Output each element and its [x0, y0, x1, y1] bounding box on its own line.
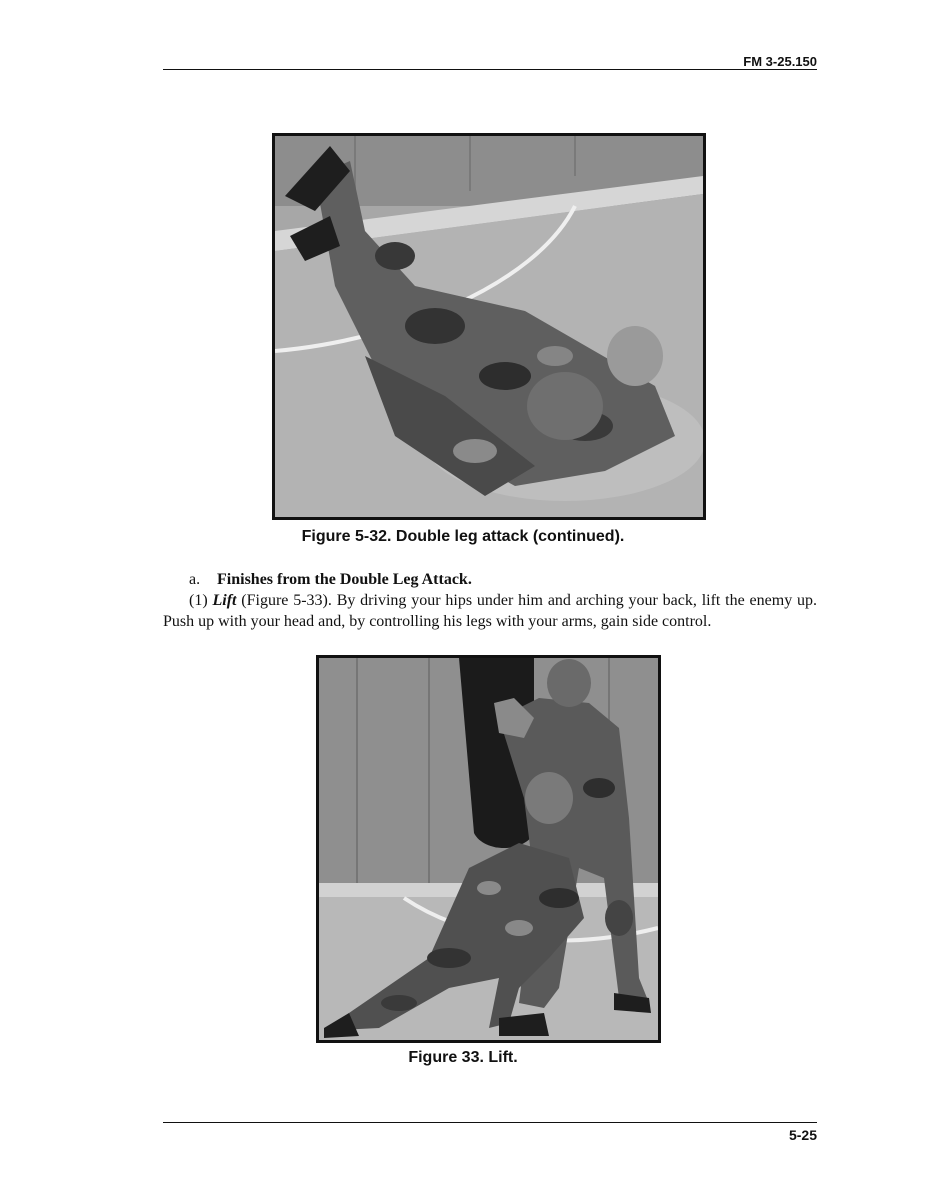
- figure-5-32-photo: [272, 133, 706, 520]
- figure-5-32-caption: Figure 5-32. Double leg attack (continued).: [301, 528, 625, 545]
- paragraph-lift: [163, 590, 817, 632]
- figure-33-caption: Figure 33. Lift.: [408, 1049, 518, 1066]
- section-heading: [163, 569, 817, 590]
- section-title: Finishes from the Double Leg Attack.: [217, 571, 472, 588]
- footer-rule: [163, 1122, 817, 1123]
- paragraph-term: Lift: [212, 592, 237, 609]
- paragraph-number: (1): [189, 592, 208, 609]
- document-id: FM 3-25.150: [743, 54, 817, 69]
- section-label: a.: [189, 571, 201, 588]
- header-rule: [163, 69, 817, 70]
- paragraph-text: (Figure 5-33). By driving your hips under him and arching your back, lift the enemy up. Push up with your head and, by controlling his legs with your arms, gain side control.: [163, 592, 818, 630]
- page-number: 5-25: [788, 1127, 817, 1143]
- figure-33-photo: [316, 655, 661, 1043]
